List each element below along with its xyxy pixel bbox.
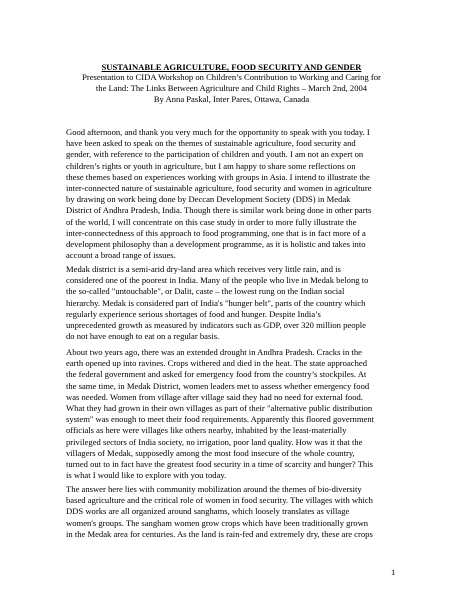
text-line: women's groups. The sangham women grow crops which have been traditionally grown bbox=[66, 517, 369, 528]
paragraph-drought bbox=[66, 347, 438, 481]
text-line: do not have enough to eat on a regular basis. bbox=[66, 331, 220, 342]
paragraph-intro bbox=[66, 127, 438, 261]
text-line: What they had grown in their own villages as part of their "alternative public distribution bbox=[66, 403, 373, 414]
text-line: unprecedented growth as measured by indicators such as GDP, over 320 million people bbox=[66, 320, 366, 331]
text-line: Good afternoon, and thank you very much for the opportunity to speak with you today. I bbox=[66, 127, 370, 137]
text-line: inter-connectedness of this approach to food programming, one that is in fact more of a bbox=[66, 227, 366, 238]
text-line: regularly experience serious shortages of food and hunger. Despite India’s bbox=[66, 308, 321, 319]
text-line: The answer here lies with community mobilization around the themes of bio-diversity bbox=[66, 484, 362, 494]
byline: By Anna Paskal, Inter Pares, Ottawa, Canada bbox=[153, 94, 310, 104]
subtitle bbox=[40, 72, 423, 105]
text-line: the federal government and asked for emergency food from the country’s stockpiles. At bbox=[66, 369, 367, 380]
text-line: officials as here were villages like others nearby, inhabited by the least-materially bbox=[66, 425, 347, 436]
text-line: the so-called "untouchable", or Dalit, caste – the lowest rung on the Indian social bbox=[66, 286, 345, 297]
page-number: 1 bbox=[391, 567, 396, 577]
text-line: Medak district is a semi-arid dry-land area which receives very little rain, and is bbox=[66, 264, 341, 274]
text-line: earth opened up into ravines. Crops withered and died in the heat. The state approached bbox=[66, 358, 367, 369]
text-line: privileged sectors of India society, no irrigation, poor land quality. How was it that the bbox=[66, 436, 363, 447]
text-line: About two years ago, there was an extended drought in Andhra Pradesh. Cracks in the bbox=[66, 347, 362, 357]
subtitle-line: the Land: The Links Between Agriculture and Child Rights – March 2nd, 2004 bbox=[95, 83, 368, 93]
text-line: hierarchy. Medak is considered part of India's "hunger belt", parts of the country which bbox=[66, 297, 366, 308]
text-line: the same time, in Medak District, women leaders met to assess whether emergency food bbox=[66, 380, 370, 391]
text-line: account a broad range of issues. bbox=[66, 250, 176, 261]
text-line: is what I would like to explore with you today. bbox=[66, 470, 227, 481]
text-line: have been asked to speak on the themes of sustainable agriculture, food security and bbox=[66, 138, 356, 149]
text-line: was needed. Women from village after village said they had no need for external food. bbox=[66, 391, 363, 402]
text-line: inter-connected nature of sustainable agriculture, food security and women in agriculture bbox=[66, 183, 372, 194]
text-line: in the Medak area for centuries. As the land is rain-fed and extremely dry, these are crops bbox=[66, 528, 373, 539]
text-line: children’s rights or youth in agriculture, but I am happy to share some reflections on bbox=[66, 160, 356, 171]
text-line: considered one of the poorest in India. Many of the people who live in Medak belong to bbox=[66, 275, 369, 286]
text-line: development philosophy than a development programme, as it is holistic and takes into bbox=[66, 239, 366, 250]
text-line: these themes based on experiences working with groups in Asia. I intend to illustrate the bbox=[66, 171, 370, 182]
paragraph-answer bbox=[66, 484, 438, 540]
text-line: DDS works are all organized around sanghams, which loosely translates as village bbox=[66, 506, 350, 517]
text-line: turned out to in fact have the greatest food security in a time of scarcity and hunger? This bbox=[66, 459, 373, 470]
paragraph-medak bbox=[66, 264, 438, 342]
page-title: SUSTAINABLE AGRICULTURE, FOOD SECURITY AND GENDER bbox=[101, 62, 362, 72]
text-line: villagers of Medak, supposedly among the most food insecure of the whole country, bbox=[66, 447, 355, 458]
text-line: system" was enough to meet their food requirements. Apparently this floored government bbox=[66, 414, 375, 425]
text-line: by drawing on work being done by Deccan Development Society (DDS) in Medak bbox=[66, 194, 351, 205]
text-line: District of Andhra Pradesh, India. Though there is similar work being done in other parts bbox=[66, 205, 372, 216]
text-line: of the world, I will concentrate on this case study in order to more fully illustrate the bbox=[66, 216, 357, 227]
text-line: gender, with reference to the participation of children and youth. I am not an expert on bbox=[66, 149, 364, 160]
text-line: based agriculture and the critical role of women in food security. The villages with which bbox=[66, 495, 373, 506]
subtitle-line: Presentation to CIDA Workshop on Children’s Contribution to Working and Caring for bbox=[82, 72, 381, 82]
